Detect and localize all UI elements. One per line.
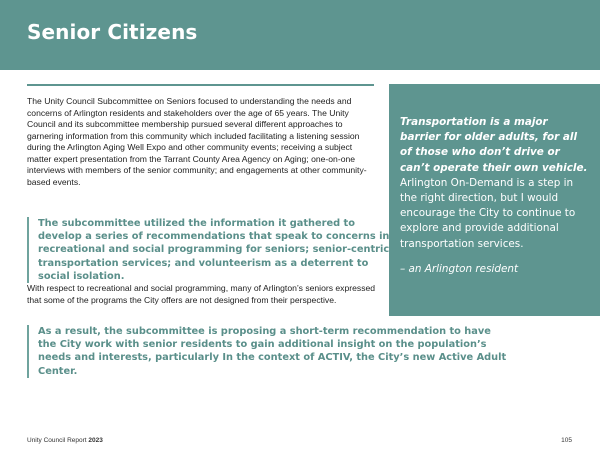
programming-paragraph: With respect to recreational and social programming, many of Arlington’s seniors expressed that some of the programs the City offers are not designed from their perspective. [27, 283, 376, 305]
footer-report-year: 2023 [88, 437, 103, 444]
header-band [0, 0, 600, 70]
short-term-recommendation-callout: As a result, the subcommittee is proposing a short-term recommendation to have the City work with senior residents to gain additional insight on the population’s needs and interests, particularly In the context of ACTIV, the City’s new Active Adult Center. [27, 325, 508, 378]
footer-report-name: Unity Council Report [27, 437, 87, 444]
section-divider [27, 84, 374, 86]
quote-rest: Arlington On-Demand is a step in the right direction, but I would encourage the City to continue to explore and provide additional transportation services. [400, 176, 576, 250]
quote-lead: Transportation is a major barrier for older adults, for all of those who don’t drive or can’t operate their own vehicle. [400, 116, 588, 174]
recommendations-callout: The subcommittee utilized the information it gathered to develop a series of recommendations that speak to concerns in recreational and social programming for seniors; senior-centric transportation services; and volunteerism as a deterrent to social isolation. [27, 217, 390, 283]
resident-quote-box [389, 84, 600, 316]
quote-text [400, 115, 590, 252]
intro-paragraph: The Unity Council Subcommittee on Seniors focused to understanding the needs and concerns of Arlington residents and stakeholders over the age of 65 years. The Unity Council and its subcommittee membership pursued several different approaches to garnering information from this community which included facilitating a listening session during the Arlington Aging Well Expo and other community events; receiving a subject matter expert presentation from the Tarrant County Area Agency on Aging; one-on-one interviews with members of the senior community; and engagements at other community-based events. [27, 96, 367, 187]
footer-report-label [27, 437, 103, 444]
page-title: Senior Citizens [27, 20, 198, 44]
quote-attribution: – an Arlington resident [400, 262, 519, 275]
page-number: 105 [561, 437, 572, 444]
